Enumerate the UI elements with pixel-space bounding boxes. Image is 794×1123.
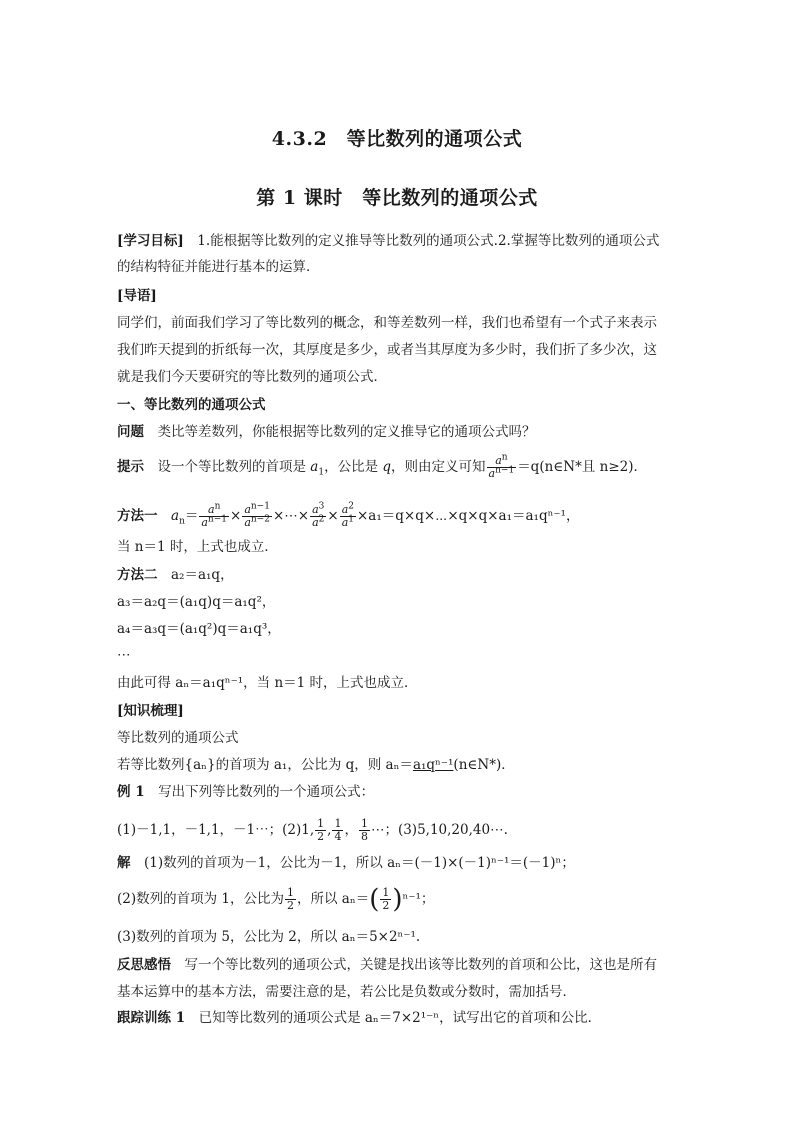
question-line: 问题 类比等差数列，你能根据等比数列的定义推导它的通项公式吗？ bbox=[117, 424, 536, 440]
ratio-fraction: $\frac{a^n}{a^{n-1}}$ bbox=[488, 452, 515, 480]
solution-line-3: (3)数列的首项为 5，公比为 2，所以 aₙ＝5×2ⁿ⁻¹. bbox=[117, 929, 421, 945]
lesson-title: 第 1 课时 等比数列的通项公式 bbox=[256, 187, 538, 209]
knowledge-line-1: 等比数列的通项公式 bbox=[117, 730, 239, 746]
example-line: 例 1 写出下列等比数列的一个通项公式： bbox=[117, 784, 375, 800]
method2-label: 方法二 bbox=[117, 567, 158, 583]
reflection-line-2: 基本运算中的基本方法，需要注意的是，若公比是负数或分数时，需加括号． bbox=[117, 984, 576, 1000]
page-title: 4.3.2 等比数列的通项公式 bbox=[271, 128, 523, 150]
method1-label: 方法一 bbox=[117, 508, 158, 524]
objectives-line-2: 的结构特征并能进行基本的运算． bbox=[117, 259, 320, 275]
intro-label: [导语] bbox=[117, 288, 157, 304]
solution-line-2: (2)数列的首项为 1，公比为 $\frac{1}{2}$ ，所以 aₙ＝( $\frac{1}{2}$ )ⁿ⁻¹； bbox=[117, 884, 435, 915]
intro-line: 同学们，前面我们学习了等比数列的概念，和等差数列一样，我们也希望有一个式子来表示 bbox=[117, 315, 657, 331]
practice-line: 跟踪训练 1 已知等比数列的通项公式是 aₙ＝7×2¹⁻ⁿ，试写出它的首项和公比． bbox=[117, 1010, 602, 1026]
question-label: 问题 bbox=[117, 424, 144, 440]
method2-line-3: a₄＝a₃q＝(a₁q²)q＝a₁q³， bbox=[117, 621, 281, 637]
objectives-line-1: [学习目标] 1.能根据等比数列的定义推导等比数列的通项公式.2.掌握等比数列的通项公式 bbox=[117, 233, 660, 249]
intro-line: 就是我们今天要研究的等比数列的通项公式． bbox=[117, 369, 387, 385]
intro-line: 我们昨天提到的折纸每一次，其厚度是多少，或者当其厚度为多少时，我们折了多少次，这 bbox=[117, 342, 657, 358]
knowledge-label: [知识梳理] bbox=[117, 703, 184, 719]
section-heading: 一、等比数列的通项公式 bbox=[117, 397, 266, 413]
method2-line-2: a₃＝a₂q＝(a₁q)q＝a₁q²， bbox=[117, 594, 276, 610]
method1-note: 当 n＝1 时，上式也成立． bbox=[117, 539, 278, 555]
hint-label: 提示 bbox=[117, 459, 144, 475]
method2-line-5: 由此可得 aₙ＝a₁qⁿ⁻¹，当 n＝1 时，上式也成立． bbox=[117, 675, 418, 691]
method2-line-4: ⋯ bbox=[117, 647, 131, 663]
reflection-label: 反思感悟 bbox=[117, 957, 171, 973]
hint-line: 提示 设一个等比数列的首项是 $a_1$，公比是 q，则由定义可知 $\frac{a^n}{a^{n-1}}$ ＝q(n∈N*且 n≥2)． bbox=[117, 452, 647, 480]
solution-label: 解 bbox=[117, 855, 131, 871]
objectives-label: [学习目标] bbox=[117, 233, 184, 249]
solution-line-1: 解 (1)数列的首项为－1，公比为－1，所以 aₙ＝(－1)×(－1)ⁿ⁻¹＝(－1)ⁿ； bbox=[117, 855, 575, 871]
answer-blank: a₁qⁿ⁻¹ bbox=[412, 757, 454, 773]
method2-line-1: 方法二 a₂＝a₁q， bbox=[117, 567, 234, 583]
reflection-line-1: 反思感悟 写一个等比数列的通项公式，关键是找出该等比数列的首项和公比，这也是所有 bbox=[117, 957, 657, 973]
method1-line: 方法一 $a_n=$ $\frac{a^n}{a^{n-1}}$ × $\frac{a^{n-1}}{a^{n-2}}$ ×⋯× $\frac{a^3}{a^2}$ × $\frac{a^2}{a^1}$ ×a₁＝q×q×⋯×q×q×a₁＝a₁qⁿ⁻¹， bbox=[117, 501, 580, 529]
example-items: (1)－1,1，－1,1，－1⋯；(2)1, $\frac{1}{2}$ , $\frac{1}{4}$ ， $\frac{1}{8}$ ⋯；(3)5,10,20,40⋯. bbox=[117, 817, 508, 843]
knowledge-line-2: 若等比数列{aₙ}的首项为 a₁，公比为 q，则 aₙ＝a₁qⁿ⁻¹(n∈N*)． bbox=[117, 757, 515, 773]
example-label: 例 1 bbox=[117, 784, 145, 800]
practice-label: 跟踪训练 1 bbox=[117, 1010, 186, 1026]
